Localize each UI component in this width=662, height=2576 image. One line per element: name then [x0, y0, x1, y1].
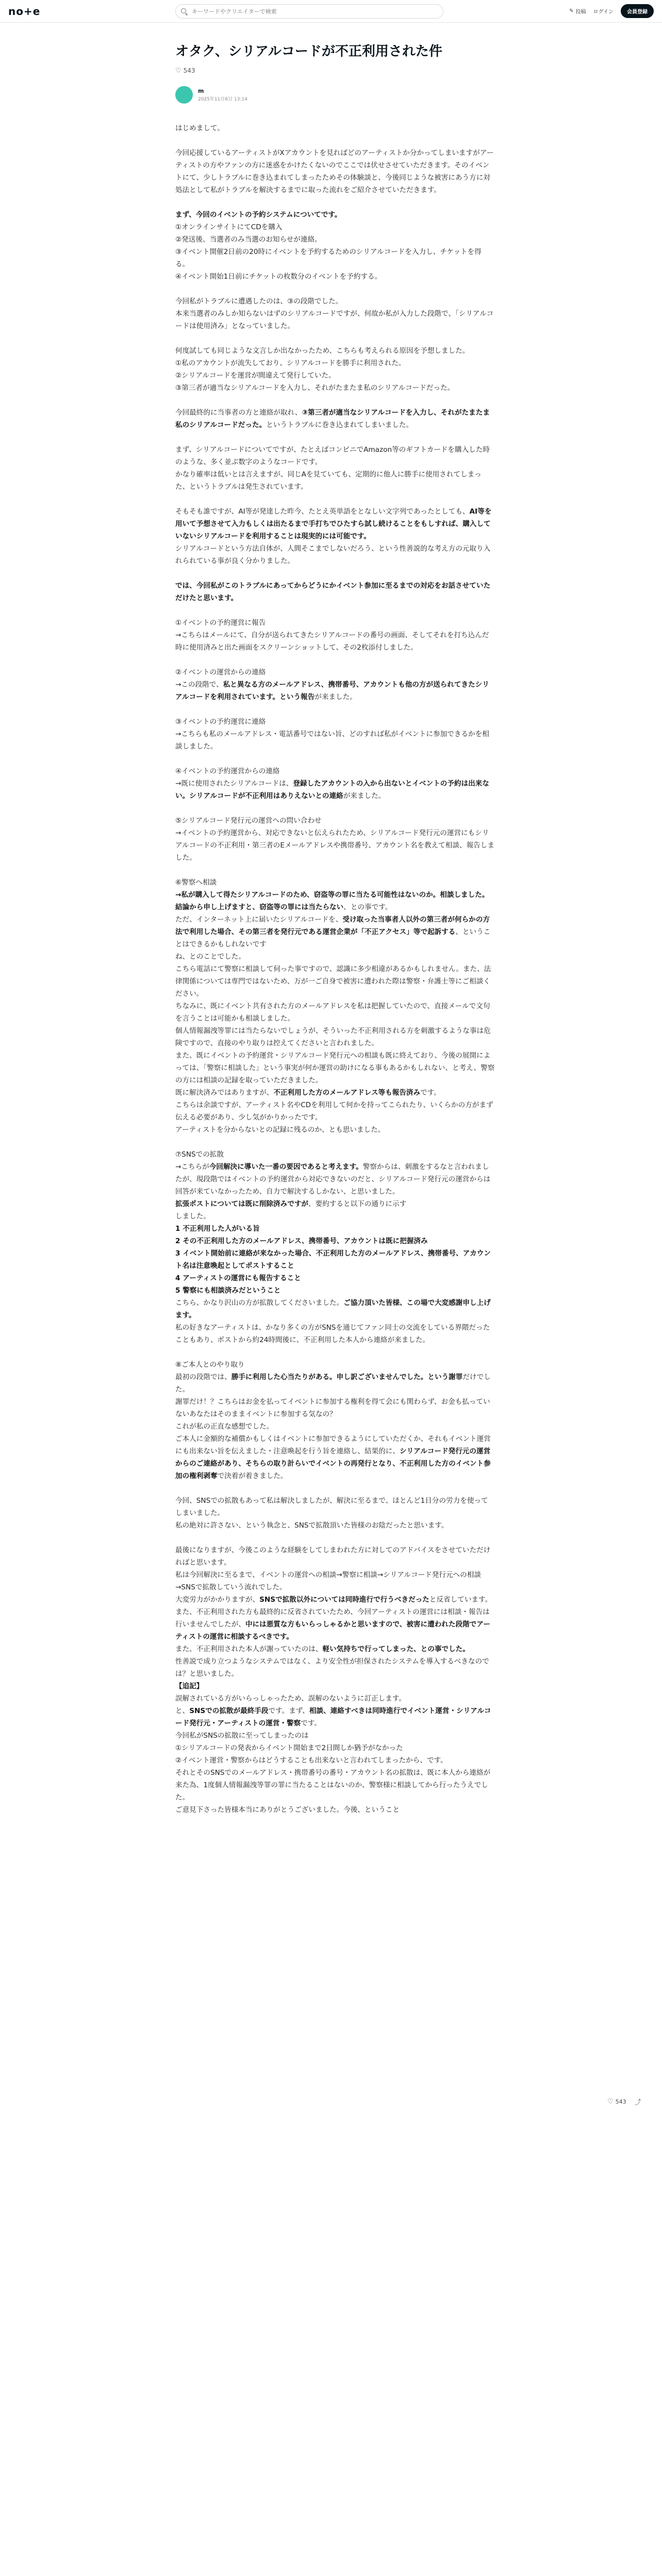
author-block[interactable] — [175, 86, 495, 104]
text-span: です。 こちらは余談ですが、アーティスト名やCDを利用して何かを持ってこられたり、いくらかの方がまず伝える必要があり、少し気がかりかったです。 アーティストを分からないとの記録に残るのか、とも思いました。 — [175, 1088, 493, 1134]
bold-text: ③第三者が適当なシリアルコードを入力し、それがたまたま私のシリアルコードだった。 — [175, 408, 490, 429]
paragraph: 今回応援しているアーティストがXアカウントを見ればどのアーティストか分かってしまいますがアーティストの方やファンの方に迷惑をかけたくないのでここでは伏せさせていただきます。そのイベントにて、少しトラブルに巻き込まれてしまったためその体験談と、今後同じような被害にあう方に対処法として私がトラブルを解決するまでに取った流れをご紹介させていただきます。 — [175, 148, 494, 194]
text-span: 今回最終的に当事者の方と連絡が取れ、 — [175, 408, 302, 417]
paragraph — [175, 1359, 495, 1482]
heart-icon: ♡ — [175, 66, 181, 75]
text-span: が来ました。 — [343, 791, 386, 800]
floating-like-button[interactable] — [607, 2098, 626, 2106]
paragraph: まず、シリアルコードについてですが、たとえばコンビニでAmazon等のギフトカードを購入した時のような、多く並ぶ数字のようなコードです。 かなり確率は低いとは言えますが、同じAを見ていても、定期的に他人に勝手に使用されてしまった、というトラブルは発生されています。 — [175, 445, 490, 491]
text-span: です。 今回私がSNSの拡散に至ってしまったのは ①シリアルコードの発表からイベント開始まで2日間しか猶予がなかった ②イベント運営・警察からはどうすることも出来ないと言われてしまったから、です。 それとそのSNSでのメールアドレス・携帯番号の番号・アカウント名の拡散は、既に本人から連絡が来た為、1度個人情報漏洩等罪の罪に当たることはないのか、警察様に相談してから行ったうえでした。 ご意見下さった皆様本当にありがとうございました。今後、ということ — [175, 1719, 491, 1814]
article — [175, 23, 495, 1828]
paragraph: ③イベントの予約運営に連絡 →こちらも私のメールアドレス・電話番号ではない旨、どのすれば私がイベントに参加できるかを相談しました。 — [175, 717, 489, 751]
text-span: というトラブルに巻き込まれてしまいました。 — [266, 420, 413, 429]
text-span: が来ました。 — [315, 692, 357, 701]
paragraph: ⑤シリアルコード発行元の運営への問い合わせ →イベントの予約運営から、対応できないと伝えられたため、シリアルコード発行元の運営にもシリアルコードの不正利用・第三者のEメールアドレスや携帯番号、アカウント名を教えて相談、報告しました。 — [175, 816, 494, 862]
bold-text: 【追記】 — [175, 1682, 204, 1690]
text-span: だけでした。 謝罪だけ！？こちらはお金を払ってイベントに参加する権利を得て会にも関わらず、お金も払っていないあなたはそのままイベントに参加する気なの？ これが私の正直な感想でした。 ご本人に金額的な補償かもしくはイベントに参加できるようにしていただくか、それもイベント運営にも出来ない旨を伝えました・注意喚起を行う旨を連絡し、結果的に、 — [175, 1372, 491, 1455]
bold-text: 勝手に利用した心当たりがある。申し訳ございませんでした。という謝罪 — [231, 1372, 463, 1381]
text-span: そもそも誰ですが、AI等が発達した昨今、たとえ英単語をとなしい文字列であったとしても、 — [175, 507, 470, 516]
bold-text: AI等を用いて予想させて入力もしくは出たるまで手打ちでひたすら試し続けることをもしすれば、購入していないシリアルコードを利用することは現実的には可能です。 — [175, 507, 492, 540]
article-body — [175, 122, 495, 1816]
text-span: 、ということはできるかもしれないです ね、とのことでした。 こちら電話にて警察に相談して伺った事ですので、認識に多少相違があるかもしれません。また、法律関係については専門ではないため、万が一ご自身で被害に遭われた際は警察・弁護士等にご相談ください。 ちなみに、既にイベント共有された方のメールアドレスを私は把握していたので、直接メールで文句を言うことは可能かも相談しました。 個人情報漏洩等罪には当たらないでしょうが、そういった不正利用される方を刺激するような事は危険ですので、直接のやり取りは控えてくださいと言われました。 また、既にイベントの予約運営・シリアルコード発行元への相談も既に終えており、今後の展開によっては、「警察に相談した」という事実が何か運営の助けになる事もあるかもしれない、と考え、警察の方には相談の記録を取っていただきました。 既に解決済みではありますが、 — [175, 927, 495, 1097]
paragraph: ①イベントの予約運営に報告 →こちらはメールにて、自分が送られてきたシリアルコードの番号の画面、そしてそれを打ち込んだ時に使用済みと出た画面をスクリーンショットして、その2枚添付しました。 — [175, 618, 489, 652]
bold-text: 登録したアカウントの入から出ないとイベントの予約は出来ない。シリアルコードが不正利用はありえないとの連絡 — [175, 779, 489, 800]
author-name[interactable]: m — [198, 87, 204, 94]
search-icon — [181, 8, 188, 15]
bold-text: ご協力頂いた皆様、この場で大変感謝申し上げます。 — [175, 1298, 491, 1319]
post-date: 2025年11月6日 13:14 — [198, 96, 247, 102]
paragraph: はじめまして。 — [175, 124, 224, 132]
text-span: 最後になりますが、今後このような経験をしてしまわれた方に対してのアドバイスをさせていただければと思います。 私は今回解決に至るまで、イベントの運営への相談→警察に相談→シリアルコード発行元への相談→SNSで拡散していう流れでした。 大変労力がかかりますが、 — [175, 1546, 491, 1604]
paragraph — [175, 580, 495, 604]
bold-text: 相談、連絡すべきは同時進行でイベント運営・シリアルコード発行元・アーティストの運営・警察 — [175, 1706, 491, 1727]
paragraph — [175, 876, 495, 1136]
text-span: と反省しています。 また、不正利用された方も最終的に反省されていたため、今回アーティストの運営には相談・報告は行いませんでしたが、 — [175, 1595, 492, 1629]
article-title: オタク、シリアルコードが不正利用された件 — [175, 44, 442, 59]
text-span: 、要約すると以下の通りに示す しました。 — [175, 1199, 407, 1221]
text-span: ⑥警察へ相談 — [175, 878, 217, 887]
heart-icon: ♡ — [607, 2098, 614, 2106]
paragraph: ②発送後、当選者のみ当選のお知らせが連絡。 — [175, 235, 322, 244]
bold-text: →私が購入して得たシリアルコードのため、窃盗等の罪に当たる可能性はないのか。相談しました。結論から申し上げますと、窃盗等の罪には当たらない — [175, 890, 489, 911]
paragraph — [175, 1148, 495, 1346]
paragraph — [175, 1544, 495, 1816]
pencil-icon: ✎ — [569, 8, 574, 14]
paragraph — [175, 765, 495, 802]
text-span: です。まず、 — [268, 1706, 309, 1715]
paragraph: 何度試しても同じような文言しか出なかったため、こちらも考えられる原因を予想しました。 ①私のアカウントが流失しており、シリアルコードを勝手に利用された。 ②シリアルコードを運営が間違えて発行していた。 ③第三者が適当なシリアルコードを入力し、それがたまたま私のシリアルコードだった。 — [175, 346, 470, 392]
paragraph — [175, 406, 495, 431]
bold-text: シリアルコード発行元の運営からのご連絡があり、そちらの取り計らいでイベントの再発行となり、不正利用した方のイベント参加の権利剥奪 — [175, 1447, 491, 1480]
share-icon[interactable]: ⤴ — [634, 2099, 641, 2107]
floating-like-count: 543 — [615, 2098, 626, 2105]
paragraph: ③イベント開催2日前の20時にイベントを予約するためのシリアルコードを入力し、チケットを得る。 — [175, 247, 482, 268]
text-span: ④イベントの予約運営からの連絡 →既に使用されたシリアルコードは、 — [175, 767, 293, 788]
avatar[interactable] — [175, 86, 193, 104]
bold-text: 受け取った当事者人以外の第三者が何らかの方法で利用した場合、その第三者を発行元である運営企業が「不正アクセス」等で起訴する — [175, 915, 490, 936]
floating-actions — [607, 2097, 641, 2107]
bold-text: SNSで拡散以外については同時進行で行うべきだった — [259, 1595, 429, 1604]
text-span: ⑦SNSでの拡散 →こちらが — [175, 1150, 224, 1171]
text-span: また、不正利用された本人が謝っていたのは、 — [175, 1645, 323, 1653]
paragraph — [175, 505, 495, 567]
bold-text: 軽い気持ちで行ってしまった、との事でした。 — [322, 1645, 470, 1653]
header-actions — [569, 4, 654, 18]
bold-text: まず、今回のイベントの予約システムについてです。 — [175, 210, 342, 219]
search-input[interactable] — [192, 8, 429, 15]
text-span: で決着が着きました。 — [217, 1471, 288, 1480]
text-span: 誤解されている方がいらっしゃったため、誤解のないように訂正します。 と、 — [175, 1694, 406, 1715]
text-span: 性善説で成り立つようなシステムではなく、より安全性が担保されたシステムを導入するべきなのでは？と思いました。 — [175, 1657, 489, 1678]
text-span: 、との事です。 ただ、インターネット上に届いたシリアルコードを、 — [175, 903, 392, 924]
bold-text: 拡張ポストについては既に削除済みですが — [175, 1199, 309, 1208]
text-span: シリアルコードという方法自体が、人間そこまでしないだろう、という性善説的な考え方の元取り入れられている事が良く分かりました。 — [175, 544, 491, 565]
paragraph: 今回私がトラブルに遭遇したのは、③の段階でした。 本来当選者のみしか知らないはずのシリアルコードですが、何故か私が入力した段階で、「シリアルコードは使用済み」となっていました。 — [175, 297, 494, 330]
bold-text: 私と異なる方のメールアドレス、携帯番号、アカウントも他の方が送られてきたシリアルコードを利用されています。という報告 — [175, 680, 489, 701]
bold-text: 不正利用した方のメールアドレス等も報告済み — [273, 1088, 421, 1097]
paragraph — [175, 209, 495, 221]
paragraph: 今回、SNSでの拡散もあって私は解決しましたが、解決に至るまで、ほとんど1日分の労力を使ってしまいました。 私の絶対に許さない、という執念と、SNSで拡散頂いた皆様のお陰だったと思います。 — [175, 1496, 488, 1530]
like-count: 543 — [183, 67, 195, 75]
search-bar[interactable] — [175, 4, 443, 19]
bold-text: 中には悪質な方もいらっしゃるかと思いますので、被害に遭われた段階でアーティストの運営に相談するべきです。 — [175, 1620, 491, 1641]
like-counter[interactable] — [175, 67, 495, 75]
paragraph: ①オンラインサイトにてCDを購入 — [175, 223, 283, 231]
paragraph: ④イベント開始1日前にチケットの枚数分のイベントを予約する。 — [175, 272, 382, 281]
text-span: こちら、かなり沢山の方が拡散してくださいました。 — [175, 1298, 344, 1307]
bold-text: SNSでの拡散が最終手段 — [189, 1706, 269, 1715]
text-span: 私の好きなアーティストは、かなり多くの方がSNSを通じてファン同士の交流をしている界隈だったこともあり、ポストから約24時間後に、不正利用した本人から連絡が来ました。 — [175, 1323, 490, 1344]
text-span: 警察からは、刺激をするなと言われましたが、現段階ではイベントの予約運営から対応できないのだと、シリアルコード発行元の運営からは回答が来ていなかったため、自力で解決するしかない、と思いました。 — [175, 1162, 491, 1196]
site-header — [0, 0, 662, 23]
paragraph — [175, 666, 495, 703]
post-button[interactable] — [569, 7, 586, 15]
post-label: 投稿 — [575, 9, 586, 15]
bold-text: 今回解決に導いた一番の要因であると考えます。 — [209, 1162, 363, 1171]
text-span: ②イベントの運営からの連絡 →この段階で、 — [175, 668, 266, 689]
bold-text: では、今回私がこのトラブルにあってからどうにかイベント参加に至るまでの対応をお話させていただけたと思います。 — [175, 581, 491, 602]
signup-button[interactable]: 会員登録 — [621, 4, 654, 18]
text-span: ⑧ご本人とのやり取り 最初の段階では、 — [175, 1360, 245, 1381]
bold-text: 1 不正利用した人がいる旨 2 その不正利用した方のメールアドレス、携帯番号、アカウントは既に把握済み 3 イベント開始前に連絡が来なかった場合、不正利用した方のメールアドレス、携帯番号、アカウント名は注意喚起としてポストすること 4 アーティストの運営にも報告すること 5 警察にも相談済みだということ — [175, 1224, 491, 1295]
login-link[interactable]: ログイン — [593, 9, 614, 15]
note-logo[interactable]: no+e — [8, 5, 41, 18]
